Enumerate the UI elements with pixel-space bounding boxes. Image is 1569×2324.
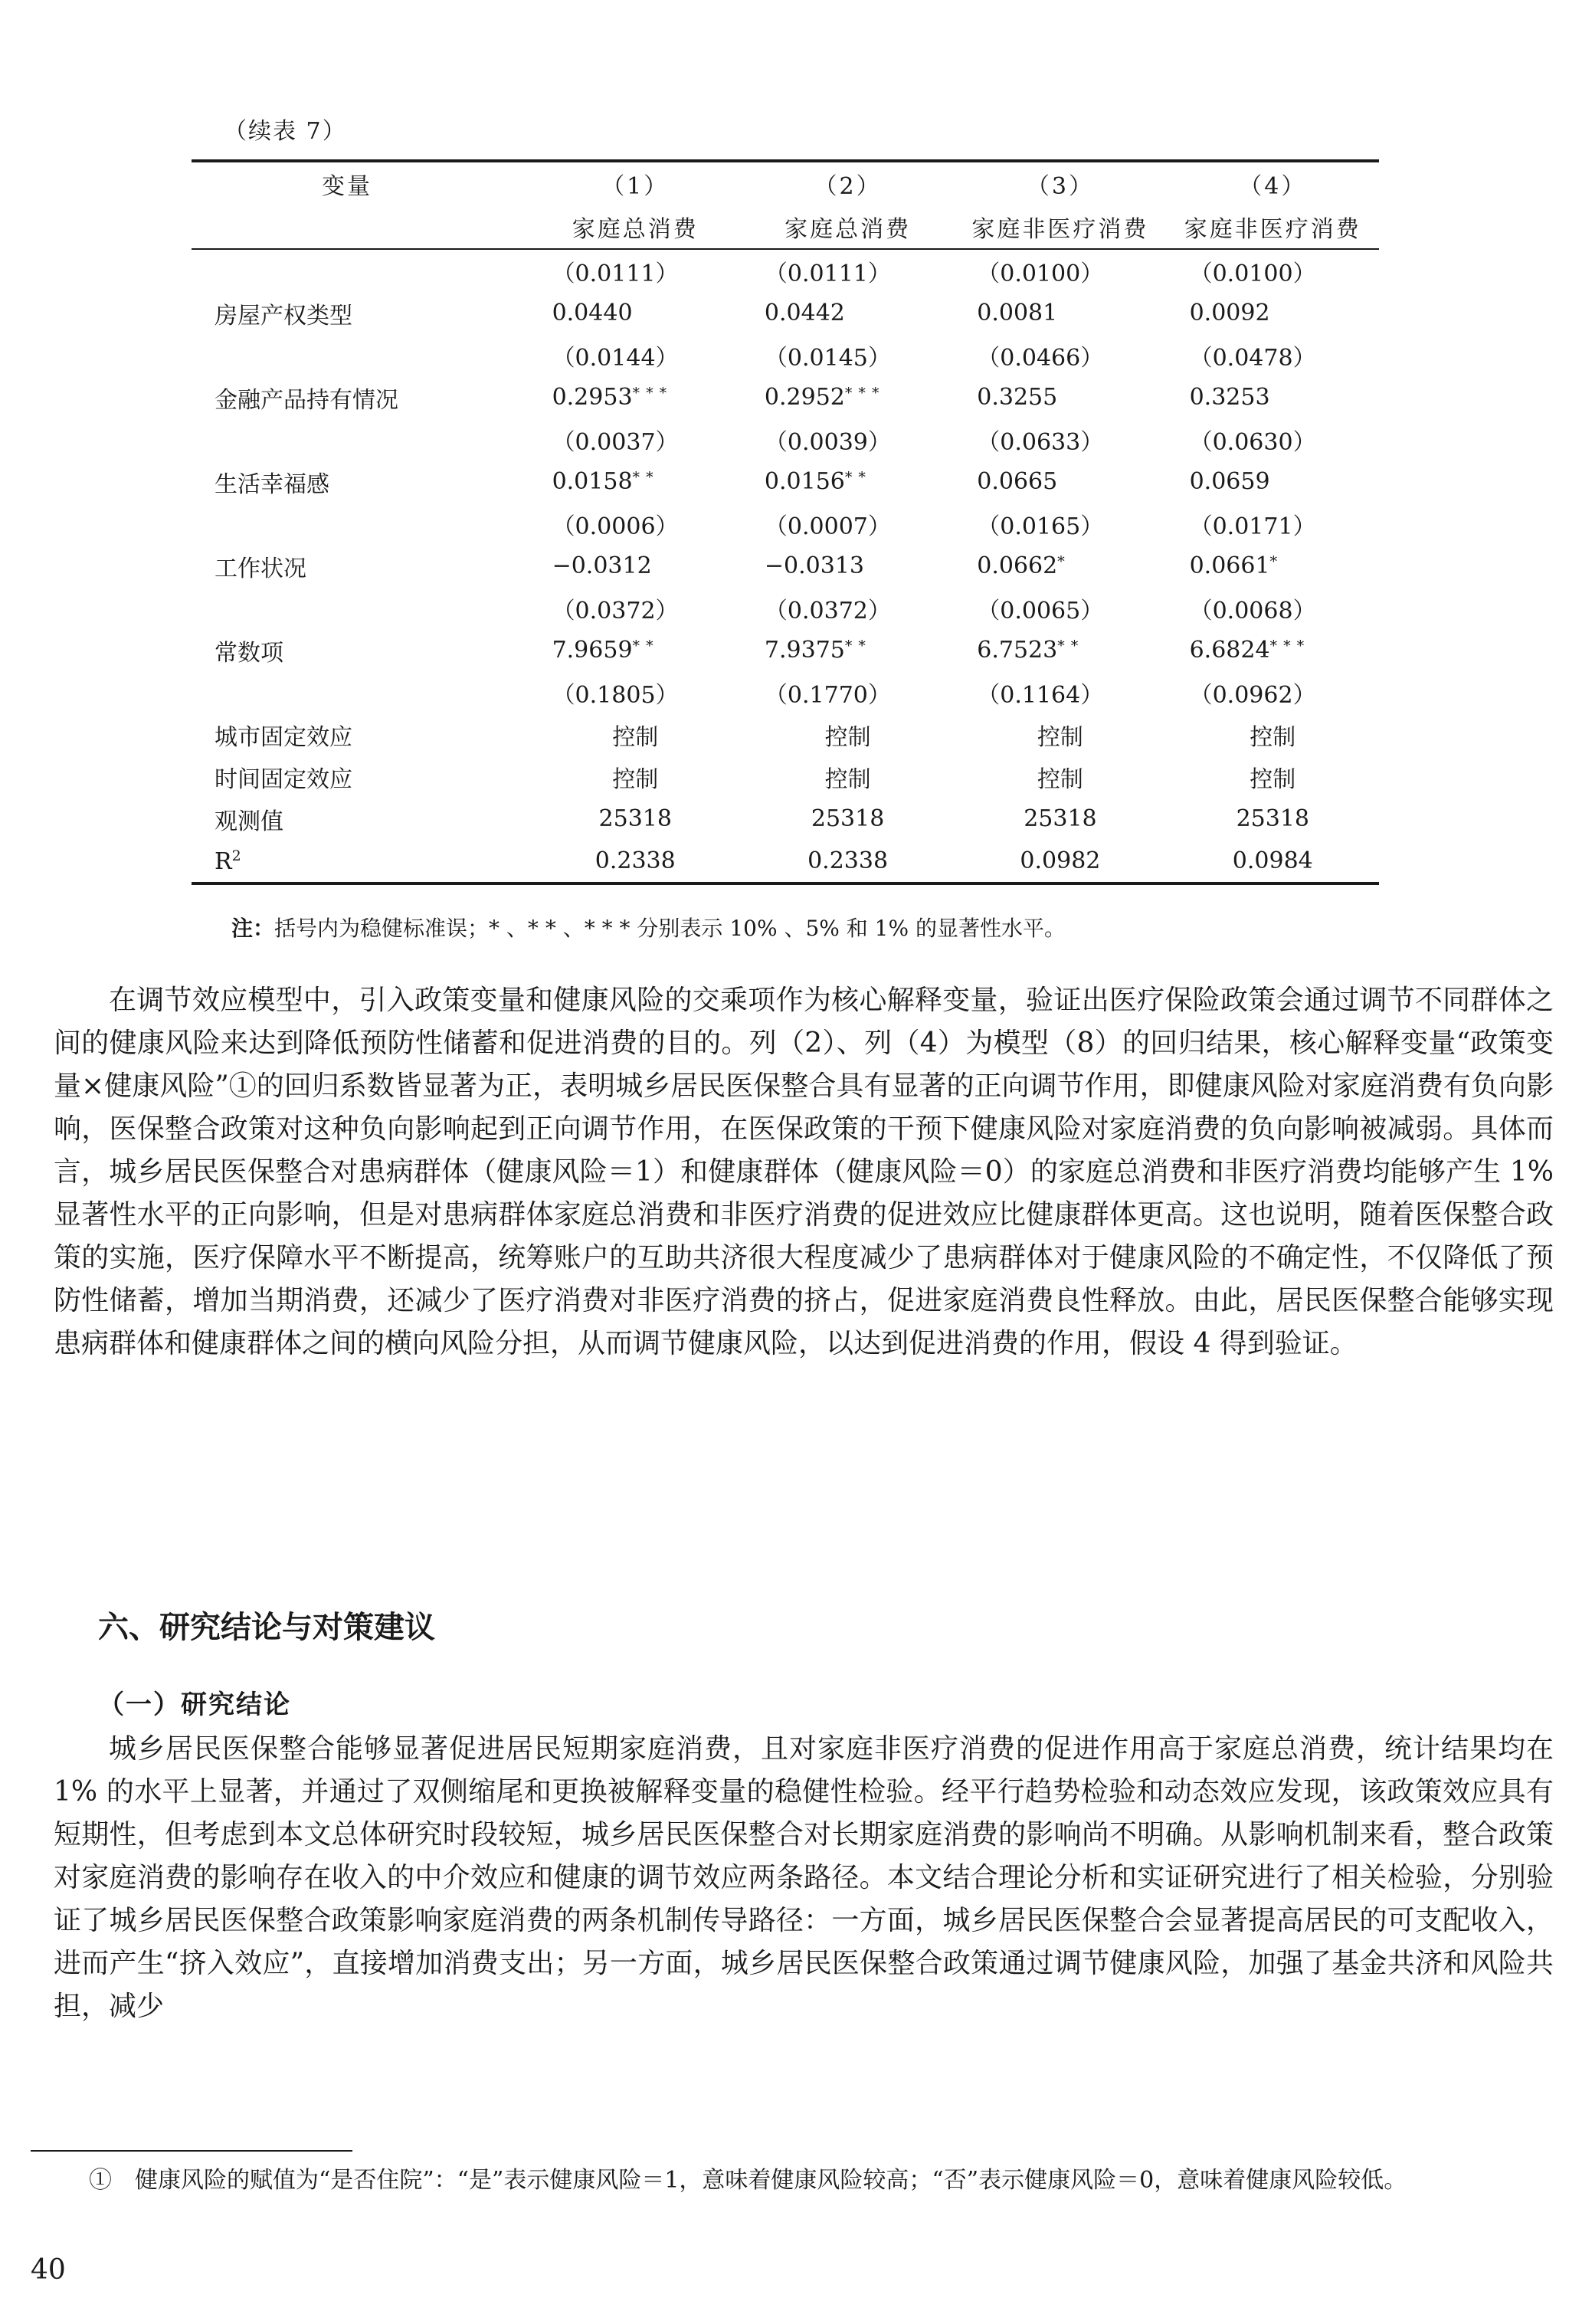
- cell-value: 控制: [824, 765, 871, 793]
- table-cell: [954, 376, 1166, 418]
- cell-value: （0.1805）: [552, 681, 679, 709]
- cell-value: （0.0039）: [764, 428, 891, 456]
- row-variable-label: [192, 671, 529, 713]
- row-label-text: 房屋产权类型: [215, 302, 352, 329]
- table-cell: [1167, 587, 1379, 629]
- table-row: [192, 587, 1379, 629]
- table-cell: [529, 545, 742, 587]
- cell-value: 0.0665: [977, 468, 1058, 495]
- cell-value: （0.0478）: [1189, 344, 1316, 372]
- cell-value: （0.0372）: [764, 597, 891, 624]
- table-cell: [1167, 545, 1379, 587]
- cell-value: 0.0984: [1232, 847, 1313, 874]
- table-body: [192, 249, 1379, 883]
- table-row: [192, 503, 1379, 545]
- cell-value: 控制: [612, 765, 659, 793]
- table-cell: [742, 461, 954, 503]
- table-cell: [529, 671, 742, 713]
- footnote-divider: [31, 2150, 352, 2152]
- cell-value: （0.0466）: [977, 344, 1104, 372]
- significance-stars: * * *: [1269, 638, 1305, 654]
- table-row: [192, 671, 1379, 713]
- table-cell: [954, 545, 1166, 587]
- subsection-title: （一）研究结论: [98, 1690, 291, 1720]
- row-label-text: 城市固定效应: [215, 723, 352, 751]
- table-cell: [529, 629, 742, 671]
- table-header: [192, 161, 1379, 249]
- table-cell: [1167, 756, 1379, 798]
- header-col-num: （1）: [601, 173, 670, 200]
- cell-value: 25318: [1024, 805, 1097, 832]
- header-col-num: （3）: [1026, 173, 1094, 200]
- row-variable-label: [192, 249, 529, 292]
- table-cell: [529, 587, 742, 629]
- table-cell: [529, 713, 742, 756]
- significance-stars: * *: [1057, 638, 1079, 654]
- table-cell: [529, 461, 742, 503]
- row-label-superscript: 2: [231, 847, 241, 864]
- table-row: [192, 376, 1379, 418]
- significance-stars: *: [1057, 553, 1066, 570]
- header-row-numbers: [192, 161, 1379, 205]
- cell-value: （0.1164）: [977, 681, 1104, 709]
- cell-value: 25318: [1236, 805, 1310, 832]
- table-cell: [954, 249, 1166, 292]
- cell-value: （0.0006）: [552, 513, 679, 540]
- table-cell: [742, 671, 954, 713]
- table-note: [231, 912, 1066, 942]
- table-cell: [742, 713, 954, 756]
- table-cell: [742, 587, 954, 629]
- cell-value: 0.2952: [764, 384, 845, 411]
- table-cell: [954, 798, 1166, 840]
- row-variable-label: [192, 713, 529, 756]
- cell-value: 0.0659: [1189, 468, 1270, 495]
- table-cell: [1167, 840, 1379, 883]
- table-cell: [1167, 292, 1379, 334]
- header-empty-cell: [192, 205, 529, 249]
- body-paragraph-moderation: 在调节效应模型中，引入政策变量和健康风险的交乘项作为核心解释变量，验证出医疗保险政策会通过调节不同群体之间的健康风险来达到降低预防性储蓄和促进消费的目的。列（2）、列（4）为模型（8）的回归结果，核心解释变量“政策变量×健康风险”①的回归系数皆显著为正，表明城乡居民医保整合具有显著的正向调节作用，即健康风险对家庭消费有负向影响，医保整合政策对这种负向影响起到正向调节作用，在医保政策的干预下健康风险对家庭消费的负向影响被减弱。具体而言，城乡居民医保整合对患病群体（健康风险＝1）和健康群体（健康风险＝0）的家庭总消费和非医疗消费均能够产生 1% 显著性水平的正向影响，但是对患病群体家庭总消费和非医疗消费的促进效应比健康群体更高。这也说明，随着医保整合政策的实施，医疗保障水平不断提高，统筹账户的互助共济很大程度减少了患病群体对于健康风险的不确定性，不仅降低了预防性储蓄，增加当期消费，还减少了医疗消费对非医疗消费的挤占，促进家庭消费良性释放。由此，居民医保整合能够实现患病群体和健康群体之间的横向风险分担，从而调节健康风险，以达到促进消费的作用，假设 4 得到验证。: [54, 985, 1554, 1359]
- table-cell: [529, 249, 742, 292]
- table-cell: [954, 418, 1166, 461]
- cell-value: 6.7523: [977, 637, 1058, 664]
- cell-value: （0.0165）: [977, 513, 1104, 540]
- footnote: ① 健康风险的赋值为“是否住院”：“是”表示健康风险＝1，意味着健康风险较高；“否”表示健康风险＝0，意味着健康风险较低。: [89, 2167, 1407, 2194]
- table-cell: [742, 249, 954, 292]
- table-cell: [1167, 629, 1379, 671]
- table-cell: [954, 334, 1166, 376]
- table-row: [192, 334, 1379, 376]
- cell-value: 25318: [598, 805, 672, 832]
- cell-value: 0.0661: [1189, 552, 1270, 579]
- cell-value: （0.0111）: [552, 260, 679, 287]
- row-label-text: 工作状况: [215, 555, 306, 582]
- cell-value: 0.0662: [977, 552, 1058, 579]
- row-label-text: 常数项: [215, 639, 283, 667]
- table-cell: [954, 840, 1166, 883]
- row-label-text: 观测值: [215, 808, 283, 835]
- row-variable-label: [192, 587, 529, 629]
- table-cell: [742, 334, 954, 376]
- cell-value: （0.0037）: [552, 428, 679, 456]
- cell-value: 控制: [1250, 723, 1296, 751]
- header-col-name: 家庭非医疗消费: [1184, 216, 1361, 243]
- row-variable-label: [192, 756, 529, 798]
- table-cell: [954, 587, 1166, 629]
- table-row: [192, 713, 1379, 756]
- row-variable-label: [192, 798, 529, 840]
- table-cell: [742, 756, 954, 798]
- cell-value: 0.2338: [595, 847, 676, 874]
- cell-value: （0.0171）: [1189, 513, 1316, 540]
- cell-value: 7.9375: [764, 637, 845, 664]
- row-variable-label: [192, 292, 529, 334]
- significance-stars: * * *: [632, 385, 668, 402]
- row-label-text: 生活幸福感: [215, 470, 329, 498]
- table-row: [192, 292, 1379, 334]
- cell-value: 0.2953: [552, 384, 633, 411]
- cell-value: （0.0144）: [552, 344, 679, 372]
- note-text: 括号内为稳健标准误；* 、* * 、* * * 分别表示 10% 、5% 和 1% 的显著性水平。: [274, 916, 1066, 941]
- table-cell: [529, 503, 742, 545]
- cell-value: （0.0065）: [977, 597, 1104, 624]
- table-cell: [954, 503, 1166, 545]
- cell-value: （0.1770）: [764, 681, 891, 709]
- table-cell: [954, 461, 1166, 503]
- table-cell: [954, 713, 1166, 756]
- table-cell: [954, 756, 1166, 798]
- table-row: [192, 418, 1379, 461]
- header-col-num: （4）: [1239, 173, 1307, 200]
- row-variable-label: [192, 376, 529, 418]
- cell-value: 0.3253: [1189, 384, 1270, 411]
- cell-value: 0.2338: [807, 847, 889, 874]
- cell-value: （0.0633）: [977, 428, 1104, 456]
- cell-value: −0.0313: [764, 552, 865, 579]
- cell-value: （0.0100）: [977, 260, 1104, 287]
- cell-value: 0.0982: [1020, 847, 1101, 874]
- cell-value: 0.0442: [764, 300, 845, 326]
- table-cell: [742, 545, 954, 587]
- table-cell: [954, 671, 1166, 713]
- row-variable-label: [192, 461, 529, 503]
- table-row: [192, 798, 1379, 840]
- table-cell: [529, 798, 742, 840]
- cell-value: 0.0156: [764, 468, 845, 495]
- significance-stars: *: [1269, 553, 1279, 570]
- cell-value: 0.0092: [1189, 300, 1270, 326]
- header-variable-label: 变量: [322, 173, 372, 200]
- cell-value: （0.0145）: [764, 344, 891, 372]
- cell-value: 0.0158: [552, 468, 633, 495]
- body-paragraph-conclusion: 城乡居民医保整合能够显著促进居民短期家庭消费，且对家庭非医疗消费的促进作用高于家庭总消费，统计结果均在 1% 的水平上显著，并通过了双侧缩尾和更换被解释变量的稳健性检验。经平行趋势检验和动态效应发现，该政策效应具有短期性，但考虑到本文总体研究时段较短，城乡居民医保整合对长期家庭消费的影响尚不明确。从影响机制来看，整合政策对家庭消费的影响存在收入的中介效应和健康的调节效应两条路径。本文结合理论分析和实证研究进行了相关检验，分别验证了城乡居民医保整合政策影响家庭消费的两条机制传导路径：一方面，城乡居民医保整合会显著提高居民的可支配收入，进而产生“挤入效应”，直接增加消费支出；另一方面，城乡居民医保整合政策通过调节健康风险，加强了基金共济和风险共担，减少: [54, 1733, 1554, 2022]
- header-col-name: 家庭总消费: [784, 216, 912, 243]
- table-cell: [954, 629, 1166, 671]
- significance-stars: * * *: [844, 385, 880, 402]
- table-cell: [742, 418, 954, 461]
- table-cell: [529, 418, 742, 461]
- regression-table: [192, 159, 1379, 885]
- row-variable-label: [192, 418, 529, 461]
- table-cell: [529, 334, 742, 376]
- cell-value: −0.0312: [552, 552, 652, 579]
- table-caption: （续表 7）: [224, 118, 347, 145]
- table-cell: [1167, 671, 1379, 713]
- table-cell: [1167, 249, 1379, 292]
- row-label-text: 金融产品持有情况: [215, 386, 398, 414]
- table-cell: [1167, 798, 1379, 840]
- table-row: [192, 249, 1379, 292]
- note-label: 注：: [231, 916, 275, 941]
- cell-value: （0.0111）: [764, 260, 891, 287]
- row-label-text: R: [215, 847, 232, 875]
- cell-value: （0.0068）: [1189, 597, 1316, 624]
- significance-stars: * *: [844, 638, 866, 654]
- row-label-text: 时间固定效应: [215, 765, 352, 793]
- cell-value: 控制: [824, 723, 871, 751]
- table-row: [192, 840, 1379, 883]
- header-col-num: （2）: [814, 173, 882, 200]
- cell-value: 0.0440: [552, 300, 633, 326]
- table-row: [192, 756, 1379, 798]
- cell-value: 控制: [1037, 723, 1083, 751]
- significance-stars: * *: [632, 638, 654, 654]
- table-row: [192, 629, 1379, 671]
- section-title: 六、研究结论与对策建议: [98, 1610, 435, 1645]
- cell-value: （0.0372）: [552, 597, 679, 624]
- cell-value: 6.6824: [1189, 637, 1270, 664]
- cell-value: 控制: [1250, 765, 1296, 793]
- header-row-names: [192, 205, 1379, 249]
- table-cell: [742, 798, 954, 840]
- row-variable-label: [192, 629, 529, 671]
- row-variable-label: [192, 334, 529, 376]
- table-cell: [1167, 503, 1379, 545]
- cell-value: 0.3255: [977, 384, 1058, 411]
- table-cell: [1167, 713, 1379, 756]
- table-cell: [742, 629, 954, 671]
- table-cell: [529, 756, 742, 798]
- cell-value: 0.0081: [977, 300, 1058, 326]
- cell-value: （0.0100）: [1189, 260, 1316, 287]
- cell-value: 控制: [1037, 765, 1083, 793]
- row-variable-label: [192, 545, 529, 587]
- table-cell: [1167, 461, 1379, 503]
- table-cell: [529, 292, 742, 334]
- significance-stars: * *: [632, 469, 654, 486]
- table-cell: [742, 840, 954, 883]
- row-variable-label: [192, 840, 529, 883]
- table-cell: [1167, 418, 1379, 461]
- table-cell: [529, 840, 742, 883]
- page-number: 40: [31, 2254, 66, 2286]
- table-cell: [742, 292, 954, 334]
- row-variable-label: [192, 503, 529, 545]
- table-cell: [1167, 376, 1379, 418]
- cell-value: 控制: [612, 723, 659, 751]
- table-row: [192, 545, 1379, 587]
- cell-value: （0.0630）: [1189, 428, 1316, 456]
- table-cell: [742, 376, 954, 418]
- table-cell: [742, 503, 954, 545]
- regression-table-container: [192, 159, 1379, 885]
- header-col-name: 家庭非医疗消费: [971, 216, 1149, 243]
- significance-stars: * *: [844, 469, 866, 486]
- table-cell: [1167, 334, 1379, 376]
- cell-value: （0.0007）: [764, 513, 891, 540]
- cell-value: （0.0962）: [1189, 681, 1316, 709]
- table-cell: [529, 376, 742, 418]
- header-col-name: 家庭总消费: [572, 216, 699, 243]
- table-cell: [954, 292, 1166, 334]
- cell-value: 7.9659: [552, 637, 633, 664]
- table-row: [192, 461, 1379, 503]
- cell-value: 25318: [811, 805, 885, 832]
